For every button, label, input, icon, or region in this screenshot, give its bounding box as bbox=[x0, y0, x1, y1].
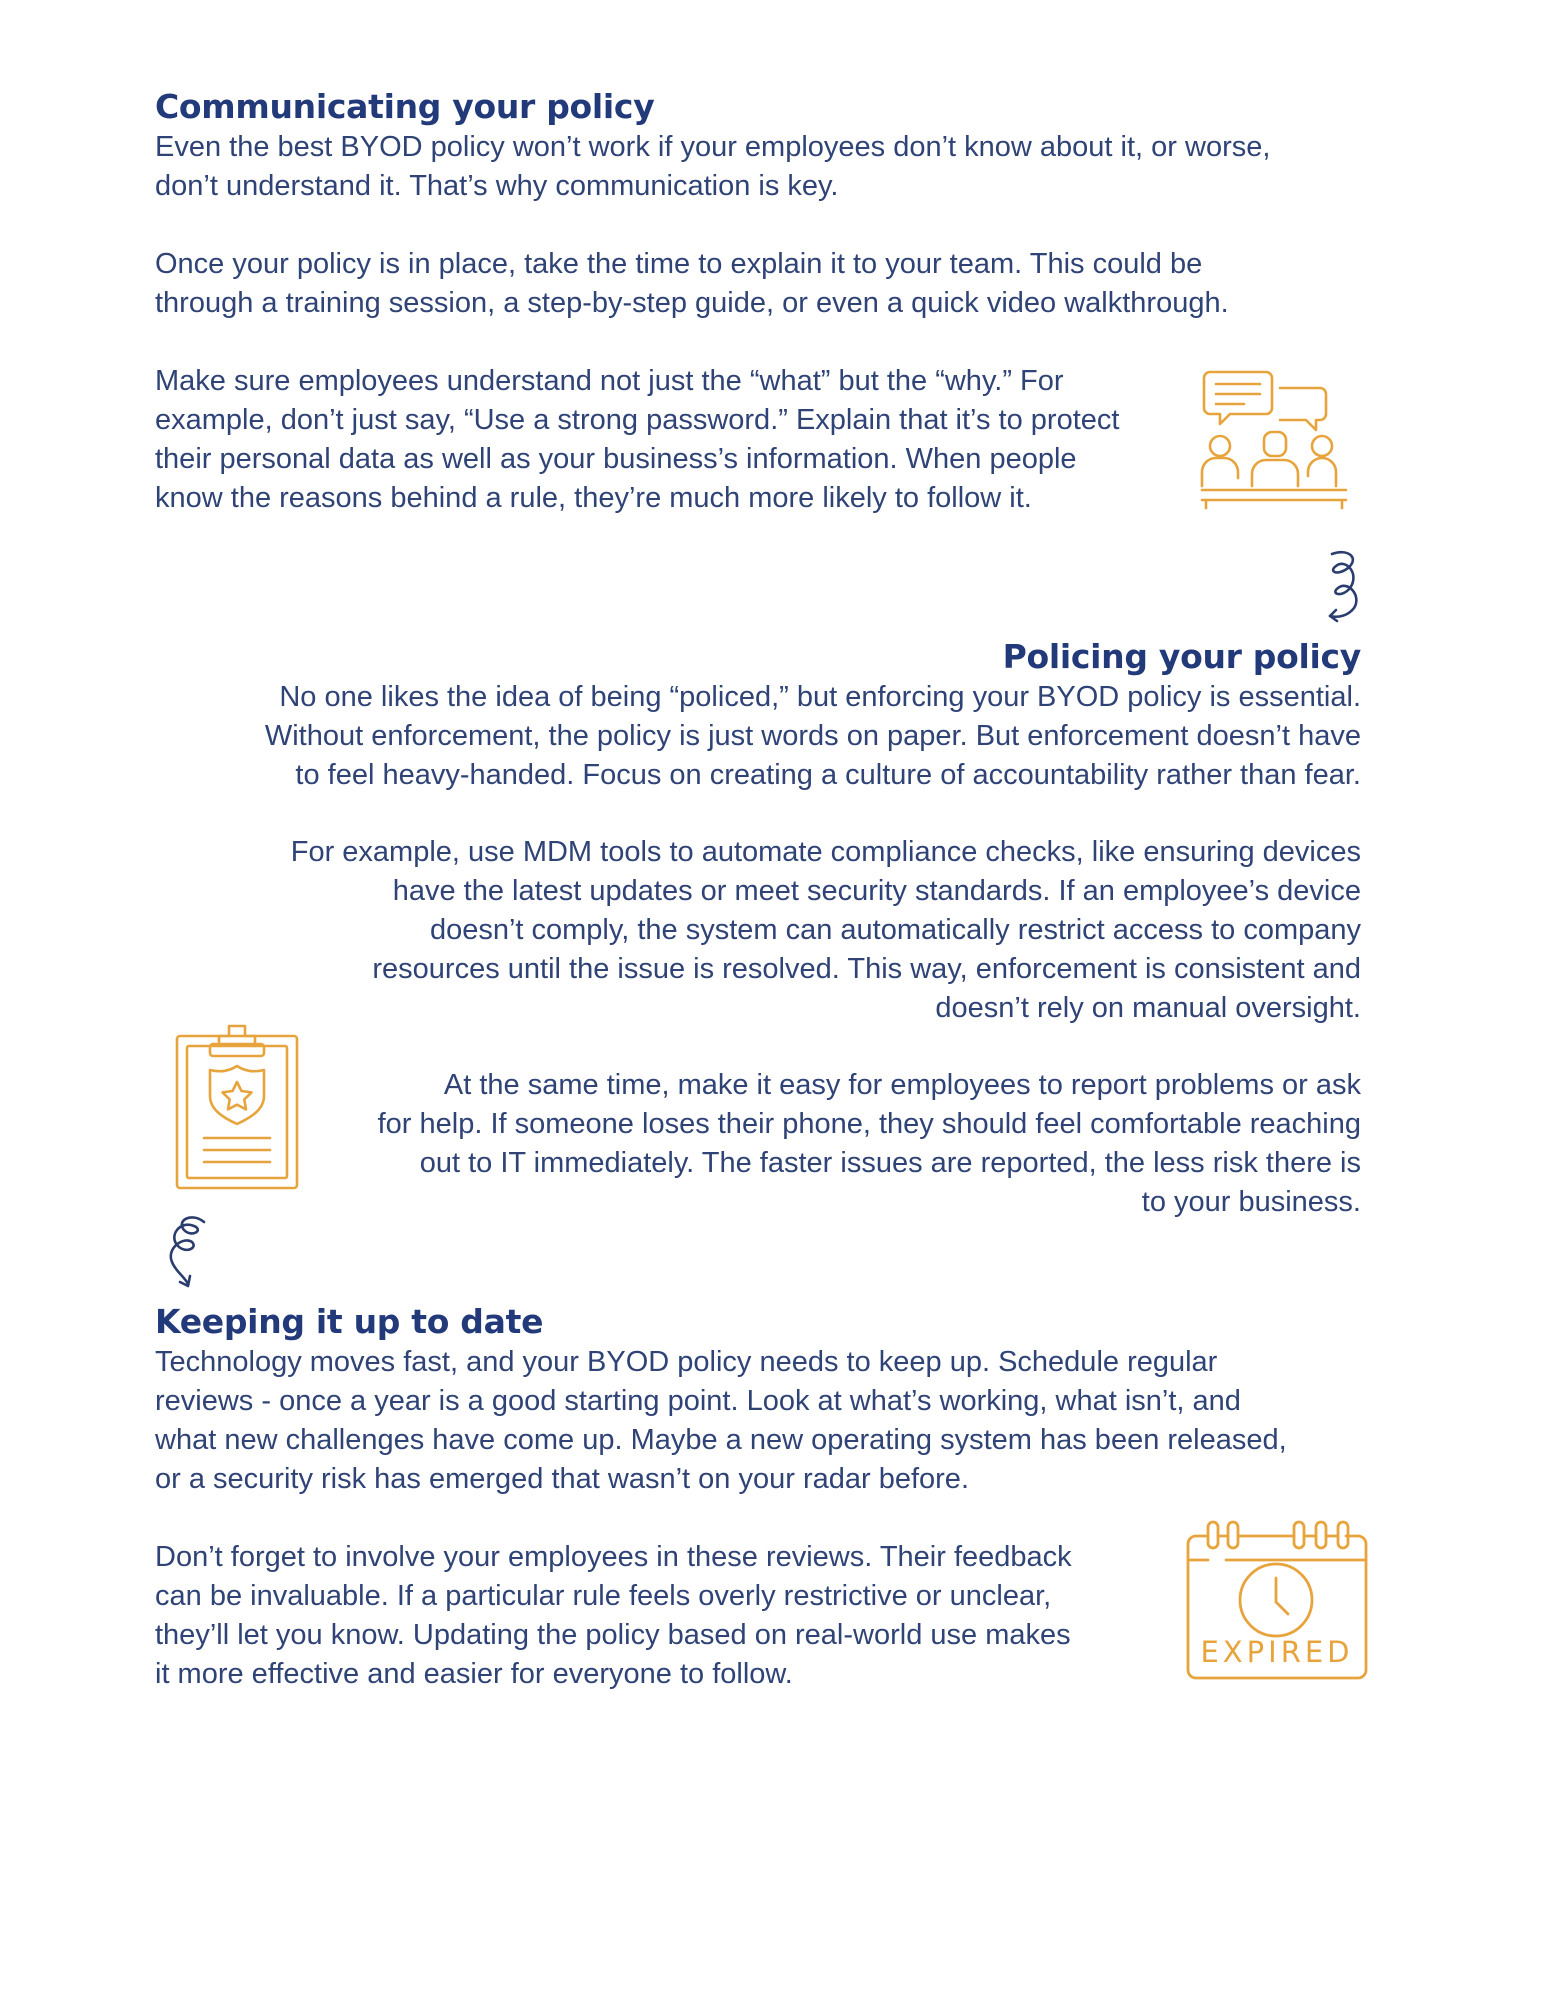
paragraph-updating-1: Technology moves fast, and your BYOD policy needs to keep up. Schedule regular reviews - once a year is a good starting point. Look at what’s working, what isn’t, and what new challenges have come up. Maybe a new operating system has been released, or a security risk has emerged that wasn’t on your radar before. bbox=[155, 1346, 1287, 1495]
curly-arrow-icon bbox=[1320, 548, 1368, 624]
heading-communicating: Communicating your policy bbox=[155, 87, 655, 126]
paragraph-communicating-1: Even the best BYOD policy won’t work if your employees don’t know about it, or worse, don’t understand it. That’s why communication is key. bbox=[155, 131, 1271, 202]
curly-arrow-icon bbox=[162, 1212, 212, 1292]
police-badge-clipboard-icon bbox=[174, 1020, 300, 1192]
paragraph-policing-3: At the same time, make it easy for employees to report problems or ask for help. If someone loses their phone, they should feel comfortable reaching out to IT immediately. The faster issues are reported, the less risk there is to your business. bbox=[377, 1069, 1361, 1218]
expired-calendar-icon bbox=[1186, 1518, 1368, 1682]
expired-label: EXPIRED bbox=[1200, 1635, 1354, 1669]
heading-keeping-up-to-date: Keeping it up to date bbox=[155, 1302, 544, 1341]
paragraph-policing-2: For example, use MDM tools to automate compliance checks, like ensuring devices have the latest updates or meet security standards. If an employee’s device doesn’t comply, the system can automatically restrict access to company resources until the issue is resolved. This way, enforcement is consistent and doesn’t rely on manual oversight. bbox=[290, 836, 1361, 1024]
paragraph-communicating-2: Once your policy is in place, take the time to explain it to your team. This could be through a training session, a step-by-step guide, or even a quick video walkthrough. bbox=[155, 248, 1229, 319]
team-discussion-icon bbox=[1200, 368, 1350, 510]
paragraph-updating-2: Don’t forget to involve your employees in these reviews. Their feedback can be invaluable. If a particular rule feels overly restrictive or unclear, they’ll let you know. Updating the policy based on real-world use makes it more effective and easier for everyone to follow. bbox=[155, 1541, 1072, 1690]
paragraph-communicating-3: Make sure employees understand not just the “what” but the “why.” For example, don’t just say, “Use a strong password.” Explain that it’s to protect their personal data as well as your business’s information. When people know the reasons behind a rule, they’re much more likely to follow it. bbox=[155, 365, 1120, 514]
paragraph-policing-1: No one likes the idea of being “policed,” but enforcing your BYOD policy is essential. Without enforcement, the policy is just words on paper. But enforcement doesn’t have to feel heavy-handed. Focus on creating a culture of accountability rather than fear. bbox=[264, 681, 1361, 791]
heading-policing: Policing your policy bbox=[1002, 637, 1361, 676]
